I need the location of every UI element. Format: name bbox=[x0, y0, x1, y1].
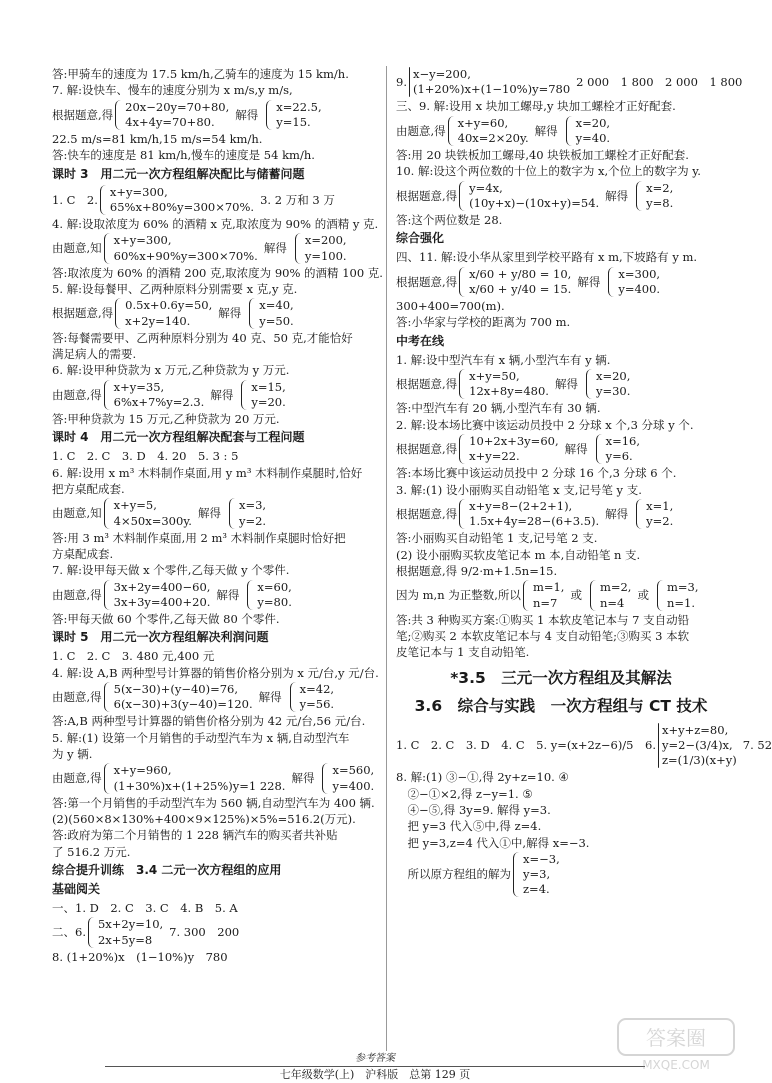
equation-row: x=1, bbox=[646, 499, 674, 514]
equation-system bbox=[52, 185, 380, 215]
equation-row: 6%x+7%y=2.3. bbox=[113, 394, 205, 409]
brace-mark bbox=[409, 67, 410, 97]
column-divider bbox=[386, 66, 387, 1051]
system-prefix: 由题意,得 bbox=[396, 123, 446, 138]
equation-rows bbox=[618, 267, 660, 297]
left-column bbox=[52, 66, 383, 965]
equation-row: 60%x+90%y=300×70%. bbox=[113, 248, 258, 263]
text-line: 答:共 3 种购买方案:①购买 1 本软皮笔记本与 7 支自动铅 bbox=[396, 612, 690, 627]
text-line: 答:中型汽车有 20 辆,小型汽车有 30 辆. bbox=[396, 401, 601, 416]
equation-rows bbox=[332, 763, 374, 793]
brace-mark bbox=[459, 434, 466, 464]
brace-mark bbox=[636, 181, 643, 211]
brace-mark bbox=[266, 100, 273, 130]
text-line: 答:这个两位数是 28. bbox=[396, 213, 503, 228]
text-line: 答:甲种贷款为 15 万元,乙种贷款为 20 万元. bbox=[52, 412, 280, 427]
brace-mark bbox=[513, 852, 520, 898]
equation-system bbox=[52, 580, 380, 610]
brace-mark bbox=[100, 185, 107, 215]
equation-row: n=1. bbox=[666, 595, 695, 610]
section-heading: 综合提升训练 3.4 二元一次方程组的应用 bbox=[52, 863, 282, 878]
equation-row: x=15, bbox=[251, 379, 286, 394]
equation-row: x+y=22. bbox=[469, 449, 520, 464]
equation-system bbox=[52, 380, 380, 410]
equation-row: 12x+8y=480. bbox=[469, 384, 549, 399]
brace-mark bbox=[523, 580, 530, 610]
brace-mark bbox=[104, 233, 111, 263]
section-heading: 课时 4 用二元一次方程组解决配套与工程问题 bbox=[52, 430, 305, 445]
text-line: ②−①×2,得 z−y=1. ⑤ bbox=[396, 786, 533, 801]
brace-mark bbox=[104, 380, 111, 410]
equation-row: x=560, bbox=[332, 763, 375, 778]
equation-row: 3x+2y=400−60, bbox=[113, 579, 211, 594]
equation-row: x+y=5, bbox=[113, 498, 157, 513]
equation-system bbox=[52, 763, 380, 793]
brace-mark bbox=[104, 580, 111, 610]
equation-row: x+y=300, bbox=[109, 184, 168, 199]
text-line: 8. (1+20%)x (1−10%)y 780 bbox=[52, 949, 228, 964]
text-line: 满足病人的需要. bbox=[52, 347, 137, 362]
equation-rows bbox=[125, 298, 212, 328]
equation-rows bbox=[239, 498, 266, 528]
equation-row: x/60 + y/80 = 10, bbox=[469, 266, 572, 281]
equation-row: m=1, bbox=[532, 580, 565, 595]
system-middle: 7. 52 bbox=[742, 738, 772, 753]
equation-row: x+y=8−(2+2+1), bbox=[469, 499, 573, 514]
equation-system bbox=[396, 580, 726, 610]
text-line: 把 y=3,z=4 代入①中,解得 x=−3. bbox=[396, 835, 590, 850]
text-line: ④−⑤,得 3y=9. 解得 y=3. bbox=[396, 802, 551, 817]
brace-mark bbox=[104, 763, 111, 793]
system-prefix: 因为 m,n 为正整数,所以 bbox=[396, 588, 521, 603]
text-line: 四、11. 解:设小华从家里到学校平路有 x m,下坡路有 y m. bbox=[396, 250, 698, 265]
equation-row: y=400. bbox=[618, 281, 661, 296]
equation-row: y=30. bbox=[595, 384, 631, 399]
equation-rows bbox=[600, 580, 632, 610]
equation-row: 5x+2y=10, bbox=[97, 917, 164, 932]
system-prefix: 根据题意,得 bbox=[396, 507, 458, 522]
equation-row: (10y+x)−(10x+y)=54. bbox=[469, 195, 600, 210]
equation-row: x+y=60, bbox=[457, 115, 509, 130]
equation-row: y=2. bbox=[238, 513, 267, 528]
equation-row: y=40. bbox=[575, 130, 611, 145]
equation-row: x+y=960, bbox=[113, 763, 172, 778]
system-prefix: 根据题意,得 bbox=[52, 107, 114, 122]
system-prefix: 由题意,得 bbox=[52, 587, 102, 602]
equation-rows bbox=[469, 499, 599, 529]
section-heading: 综合强化 bbox=[396, 231, 445, 246]
brace-mark bbox=[290, 682, 297, 712]
system-middle: 或 bbox=[570, 588, 582, 603]
equation-row: 4x+4y=70+80. bbox=[125, 114, 215, 129]
text-line: 为 y 辆. bbox=[52, 747, 93, 762]
equation-rows bbox=[305, 233, 347, 263]
system-prefix: 根据题意,得 bbox=[396, 377, 458, 392]
equation-row: x=20, bbox=[575, 115, 611, 130]
system-middle: 解得 bbox=[197, 506, 221, 521]
equation-row: x=42, bbox=[299, 682, 335, 697]
system-prefix: 1. C 2. C 3. D 4. C 5. y=(x+2z−6)/5 6. bbox=[396, 738, 656, 753]
equation-rows bbox=[114, 233, 258, 263]
brace-mark bbox=[459, 499, 466, 529]
equation-system bbox=[396, 434, 726, 464]
system-middle: 解得 bbox=[263, 241, 287, 256]
equation-row: x=20, bbox=[595, 369, 631, 384]
equation-rows bbox=[469, 267, 571, 297]
equation-rows bbox=[110, 185, 254, 215]
equation-rows bbox=[469, 369, 549, 399]
system-middle: 或 bbox=[637, 588, 649, 603]
text-line: 2. 解:设本场比赛中该运动员投中 2 分球 x 个,3 分球 y 个. bbox=[396, 417, 694, 432]
equation-row: x=22.5, bbox=[276, 99, 322, 114]
equation-row: y=8. bbox=[646, 195, 674, 210]
system-prefix: 由题意,得 bbox=[52, 771, 102, 786]
brace-mark bbox=[636, 499, 643, 529]
equation-row: 6(x−30)+3(y−40)=120. bbox=[113, 697, 253, 712]
equation-rows bbox=[125, 100, 229, 130]
text-line: 4. 解:设取浓度为 60% 的酒精 x 克,取浓度为 90% 的酒精 y 克. bbox=[52, 217, 379, 232]
brace-mark bbox=[247, 580, 254, 610]
text-line: 6. 解:设用 x m³ 木料制作桌面,用 y m³ 木料制作桌腿时,恰好 bbox=[52, 465, 363, 480]
equation-row: x=40, bbox=[259, 298, 294, 313]
equation-rows bbox=[667, 580, 699, 610]
equation-rows bbox=[646, 181, 673, 211]
system-middle: 解得 bbox=[605, 507, 629, 522]
equation-row: x−y=200, bbox=[412, 67, 471, 81]
text-line: 笔;②购买 2 本软皮笔记本与 4 支自动铅笔;③购买 3 本软 bbox=[396, 629, 690, 644]
text-line: 答:快车的速度是 81 km/h,慢车的速度是 54 km/h. bbox=[52, 148, 315, 163]
brace-mark bbox=[459, 181, 466, 211]
text-line: 1. C 2. C 3. D 4. 20 5. 3 : 5 bbox=[52, 449, 239, 464]
equation-row: x+y=300, bbox=[113, 233, 172, 248]
system-prefix: 所以原方程组的解为 bbox=[396, 867, 511, 882]
system-prefix: 根据题意,得 bbox=[396, 274, 458, 289]
equation-row: x=3, bbox=[238, 498, 267, 513]
brace-mark bbox=[596, 434, 603, 464]
equation-rows bbox=[114, 682, 253, 712]
equation-system bbox=[52, 682, 380, 712]
equation-row: y=2. bbox=[646, 514, 674, 529]
text-line: 1. C 2. C 3. 480 元,400 元 bbox=[52, 649, 215, 664]
equation-rows bbox=[606, 434, 640, 464]
equation-row: (1+30%)x+(1+25%)y=1 228. bbox=[113, 778, 286, 793]
system-prefix: 根据题意,得 bbox=[396, 442, 458, 457]
equation-row: y=3, bbox=[523, 867, 551, 882]
equation-system bbox=[396, 116, 726, 146]
system-prefix: 9. bbox=[396, 75, 407, 89]
equation-row: y=50. bbox=[259, 313, 294, 328]
right-column bbox=[396, 66, 772, 898]
equation-system bbox=[52, 100, 380, 130]
equation-row: 4×50x=300y. bbox=[113, 513, 192, 528]
equation-system bbox=[396, 267, 726, 297]
text-line: (2)(560×8×130%+400×9×125%)×5%=516.2(万元). bbox=[52, 812, 356, 827]
text-line: 答:甲骑车的速度为 17.5 km/h,乙骑车的速度为 15 km/h. bbox=[52, 67, 349, 81]
text-line: 300+400=700(m). bbox=[396, 299, 505, 314]
chapter-heading: 3.6 综合与实践 一次方程组与 CT 技术 bbox=[414, 696, 708, 715]
equation-rows bbox=[251, 380, 285, 410]
equation-rows bbox=[523, 852, 560, 898]
text-line: 答:甲每天做 60 个零件,乙每天做 80 个零件. bbox=[52, 612, 280, 627]
equation-system bbox=[396, 369, 726, 399]
equation-rows bbox=[469, 181, 599, 211]
brace-mark bbox=[115, 100, 122, 130]
equation-system bbox=[52, 917, 380, 947]
brace-mark bbox=[608, 267, 615, 297]
text-line: 三、9. 解:设用 x 块加工螺母,y 块加工螺栓才正好配套. bbox=[396, 99, 676, 114]
section-heading: 中考在线 bbox=[396, 333, 445, 348]
equation-row: y=2−(3/4)x, bbox=[661, 737, 733, 752]
equation-row: x+2y=140. bbox=[125, 313, 191, 328]
equation-row: x=2, bbox=[646, 180, 674, 195]
equation-row: m=2, bbox=[599, 580, 632, 595]
text-line: 答:取浓度为 60% 的酒精 200 克,取浓度为 90% 的酒精 100 克. bbox=[52, 265, 383, 280]
brace-mark bbox=[459, 369, 466, 399]
equation-rows bbox=[646, 499, 673, 529]
text-line: 方桌配成套. bbox=[52, 547, 114, 562]
section-heading: 基础阅关 bbox=[52, 882, 101, 897]
equation-system bbox=[52, 233, 380, 263]
brace-mark bbox=[295, 233, 302, 263]
brace-mark bbox=[459, 267, 466, 297]
equation-row: n=4 bbox=[599, 595, 625, 610]
equation-rows bbox=[114, 580, 211, 610]
equation-row: x=300, bbox=[618, 266, 661, 281]
equation-row: n=7 bbox=[532, 595, 558, 610]
equation-row: 1.5x+4y=28−(6+3.5). bbox=[469, 514, 600, 529]
text-line: 把方桌配成套. bbox=[52, 482, 125, 497]
equation-system bbox=[396, 499, 726, 529]
brace-mark bbox=[322, 763, 329, 793]
brace-mark bbox=[566, 116, 573, 146]
equation-rows bbox=[114, 380, 205, 410]
equation-system bbox=[396, 722, 772, 769]
equation-row: y=56. bbox=[299, 697, 335, 712]
system-middle: 解得 bbox=[605, 188, 629, 203]
system-prefix: 由题意,得 bbox=[52, 690, 102, 705]
equation-rows bbox=[469, 434, 558, 464]
equation-row: 5(x−30)+(y−40)=76, bbox=[113, 682, 238, 697]
equation-system bbox=[52, 298, 380, 328]
text-line: 7. 解:设快车、慢车的速度分别为 x m/s,y m/s, bbox=[52, 83, 293, 98]
text-line: 8. 解:(1) ③−①,得 2y+z=10. ④ bbox=[396, 770, 569, 785]
equation-row: x+y+z=80, bbox=[661, 722, 729, 737]
text-line: 答:第一个月销售的手动型汽车为 560 辆,自动型汽车为 400 辆. bbox=[52, 795, 375, 810]
system-middle: 2 000 1 800 2 000 1 800 bbox=[576, 75, 743, 89]
equation-row: y=80. bbox=[257, 594, 292, 609]
system-middle: 3. 2 万和 3 万 bbox=[260, 192, 335, 207]
brace-mark bbox=[586, 369, 593, 399]
equation-row: x=16, bbox=[605, 434, 641, 449]
watermark-sub: MXQE.COM bbox=[642, 1058, 710, 1072]
system-prefix: 1. C 2. bbox=[52, 192, 98, 207]
equation-row: y=15. bbox=[276, 114, 311, 129]
system-middle: 解得 bbox=[216, 587, 240, 602]
system-prefix: 根据题意,得 bbox=[396, 188, 458, 203]
system-middle: 解得 bbox=[577, 274, 601, 289]
equation-row: 3x+3y=400+20. bbox=[113, 594, 211, 609]
section-heading: 课时 3 用二元一次方程组解决配比与储蓄问题 bbox=[52, 166, 305, 181]
system-prefix: 根据题意,得 bbox=[52, 306, 114, 321]
chapter-heading: *3.5 三元一次方程组及其解法 bbox=[450, 668, 672, 687]
equation-rows bbox=[662, 723, 737, 769]
system-middle: 解得 bbox=[210, 387, 234, 402]
text-line: 答:用 3 m³ 木料制作桌面,用 2 m³ 木料制作桌腿时恰好把 bbox=[52, 530, 346, 545]
text-line: 5. 解:设每餐甲、乙两种原料分别需要 x 克,y 克. bbox=[52, 282, 298, 297]
text-line: 皮笔记本与 1 支自动铅笔. bbox=[396, 645, 530, 660]
equation-rows bbox=[533, 580, 565, 610]
equation-row: z=(1/3)(x+y) bbox=[661, 753, 737, 768]
brace-mark bbox=[590, 580, 597, 610]
equation-rows bbox=[596, 369, 630, 399]
text-line: 22.5 m/s=81 km/h,15 m/s=54 km/h. bbox=[52, 132, 263, 146]
equation-rows bbox=[300, 682, 334, 712]
text-line: 6. 解:设甲种贷款为 x 万元,乙种贷款为 y 万元. bbox=[52, 363, 290, 378]
text-line: 一、1. D 2. C 3. C 4. B 5. A bbox=[52, 901, 238, 916]
system-prefix: 由题意,知 bbox=[52, 506, 102, 521]
system-middle: 解得 bbox=[218, 306, 242, 321]
equation-rows bbox=[259, 298, 293, 328]
equation-row: x=200, bbox=[304, 233, 347, 248]
footer-text: 七年级数学(上) 沪科版 总第 129 页 bbox=[279, 1068, 471, 1082]
equation-row: 65%x+80%y=300×70%. bbox=[109, 199, 255, 214]
equation-rows bbox=[114, 763, 286, 793]
text-line: 把 y=3 代入⑤中,得 z=4. bbox=[396, 819, 542, 834]
equation-row: x/60 + y/40 = 15. bbox=[469, 281, 572, 296]
brace-mark bbox=[104, 498, 111, 528]
equation-row: y=400. bbox=[332, 778, 375, 793]
system-middle: 解得 bbox=[554, 377, 578, 392]
text-line: 答:政府为第二个月销售的 1 228 辆汽车的购买者共补贴 bbox=[52, 828, 338, 843]
text-line: 答:小丽购买自动铅笔 1 支,记号笔 2 支. bbox=[396, 531, 598, 546]
text-line: 答:每餐需要甲、乙两种原料分别为 40 克、50 克,才能恰好 bbox=[52, 330, 353, 345]
section-heading: 课时 5 用二元一次方程组解决利润问题 bbox=[52, 630, 269, 645]
text-line: 10. 解:设这个两位数的十位上的数字为 x,个位上的数字为 y. bbox=[396, 164, 701, 179]
system-middle: 解得 bbox=[564, 442, 588, 457]
brace-mark bbox=[658, 723, 659, 769]
equation-row: (1+20%)x+(1−10%)y=780 bbox=[412, 82, 571, 97]
system-middle: 解得 bbox=[235, 107, 259, 122]
equation-row: 20x−20y=70+80, bbox=[125, 99, 230, 114]
text-line: 5. 解:(1) 设第一个月销售的手动型汽车为 x 辆,自动型汽车 bbox=[52, 730, 350, 745]
system-middle: 解得 bbox=[534, 123, 558, 138]
equation-rows bbox=[576, 116, 610, 146]
equation-row: x=−3, bbox=[523, 851, 560, 866]
equation-row: x+y=50, bbox=[469, 369, 520, 384]
text-line: 了 516.2 万元. bbox=[52, 844, 131, 859]
text-line: 答:本场比赛中该运动员投中 2 分球 16 个,3 分球 6 个. bbox=[396, 466, 677, 481]
brace-mark bbox=[88, 917, 95, 947]
brace-mark bbox=[657, 580, 664, 610]
equation-row: 2x+5y=8 bbox=[97, 932, 153, 947]
equation-system bbox=[396, 852, 726, 898]
equation-row: m=3, bbox=[666, 580, 699, 595]
equation-row: 10+2x+3y=60, bbox=[469, 434, 559, 449]
text-line: 答:A,B 两种型号计算器的销售价格分别为 42 元/台,56 元/台. bbox=[52, 714, 366, 729]
text-line: 3. 解:(1) 设小丽购买自动铅笔 x 支,记号笔 y 支. bbox=[396, 482, 642, 497]
equation-row: x+y=35, bbox=[113, 379, 165, 394]
watermark-text: 答案圈 bbox=[646, 1026, 706, 1050]
equation-row: y=20. bbox=[251, 394, 286, 409]
system-middle: 7. 300 200 bbox=[169, 925, 240, 940]
system-prefix: 二、6. bbox=[52, 925, 86, 940]
text-line: 1. 解:设中型汽车有 x 辆,小型汽车有 y 辆. bbox=[396, 352, 611, 367]
equation-row: y=4x, bbox=[469, 180, 503, 195]
brace-mark bbox=[104, 682, 111, 712]
equation-rows bbox=[458, 116, 529, 146]
equation-rows bbox=[413, 67, 570, 97]
text-line: 7. 解:设甲每天做 x 个零件,乙每天做 y 个零件. bbox=[52, 563, 290, 578]
text-line: (2) 设小丽购买软皮笔记本 m 本,自动铅笔 n 支. bbox=[396, 547, 641, 562]
equation-row: z=4. bbox=[523, 882, 550, 897]
watermark-logo bbox=[616, 1015, 736, 1075]
equation-system bbox=[396, 67, 743, 97]
system-prefix: 由题意,得 bbox=[52, 387, 102, 402]
text-line: 答:用 20 块铁板加工螺母,40 块铁板加工螺栓才正好配套. bbox=[396, 148, 689, 163]
brace-mark bbox=[448, 116, 455, 146]
brace-mark bbox=[115, 298, 122, 328]
brace-mark bbox=[229, 498, 236, 528]
brace-mark bbox=[249, 298, 256, 328]
system-middle: 解得 bbox=[258, 690, 282, 705]
equation-rows bbox=[98, 917, 163, 947]
equation-row: 40x=2×20y. bbox=[457, 130, 529, 145]
equation-system bbox=[52, 498, 380, 528]
text-line: 4. 解:设 A,B 两种型号计算器的销售价格分别为 x 元/台,y 元/台. bbox=[52, 665, 379, 680]
system-prefix: 由题意,知 bbox=[52, 241, 102, 256]
equation-rows bbox=[114, 498, 192, 528]
equation-row: 0.5x+0.6y=50, bbox=[125, 298, 213, 313]
equation-rows bbox=[276, 100, 321, 130]
system-middle: 解得 bbox=[291, 771, 315, 786]
equation-rows bbox=[257, 580, 291, 610]
equation-row: y=6. bbox=[605, 449, 633, 464]
text-line: 根据题意,得 9/2·m+1.5n=15. bbox=[396, 564, 558, 579]
equation-row: x=60, bbox=[257, 579, 292, 594]
brace-mark bbox=[241, 380, 248, 410]
text-line: 答:小华家与学校的距离为 700 m. bbox=[396, 315, 571, 330]
equation-row: y=100. bbox=[304, 248, 347, 263]
footer-title: 参考答案 bbox=[355, 1053, 395, 1064]
equation-system bbox=[396, 181, 726, 211]
